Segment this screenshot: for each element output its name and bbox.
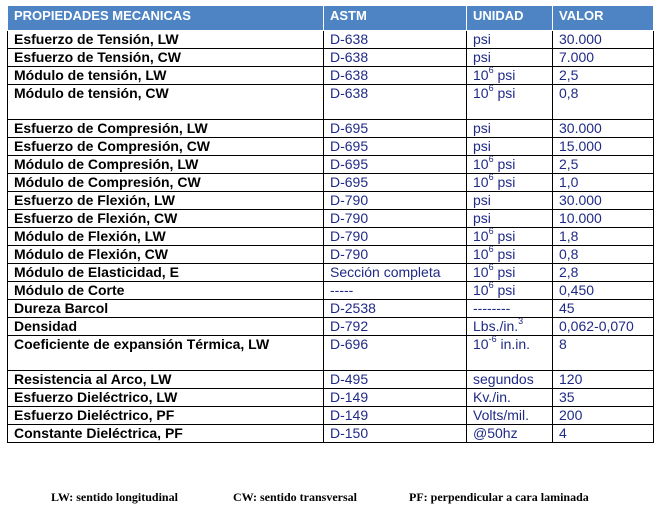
astm-code: D-695 xyxy=(324,156,467,174)
unit-base: 10 xyxy=(473,264,489,280)
property-name: Esfuerzo de Flexión, CW xyxy=(8,210,324,228)
property-value: 30.000 xyxy=(553,120,654,138)
unit-suffix: psi xyxy=(493,246,516,262)
header-value: VALOR xyxy=(553,6,654,31)
unit-cell xyxy=(467,300,553,318)
unit-cell xyxy=(467,49,553,67)
unit-exponent: 6 xyxy=(488,227,494,237)
property-name: Coeficiente de expansión Térmica, LW xyxy=(8,336,324,371)
property-name: Esfuerzo de Flexión, LW xyxy=(8,192,324,210)
unit-cell xyxy=(467,31,553,49)
footnote-lw: LW: sentido longitudinal xyxy=(51,490,178,504)
table-row xyxy=(8,300,654,318)
unit-base: psi xyxy=(473,138,491,154)
unit-cell xyxy=(467,120,553,138)
unit-cell xyxy=(467,192,553,210)
property-value: 2,5 xyxy=(553,67,654,85)
unit-base: psi xyxy=(473,49,491,65)
property-name: Resistencia al Arco, LW xyxy=(8,371,324,389)
table-row xyxy=(8,407,654,425)
astm-code: D-695 xyxy=(324,174,467,192)
unit-cell xyxy=(467,282,553,300)
unit-base: 10 xyxy=(473,228,489,244)
property-name: Densidad xyxy=(8,318,324,336)
unit-base: -------- xyxy=(473,300,511,316)
mechanical-properties-table xyxy=(7,5,654,443)
unit-base: psi xyxy=(473,120,491,136)
table-row xyxy=(8,31,654,49)
unit-suffix: in.in. xyxy=(496,336,531,352)
unit-cell xyxy=(467,85,553,120)
property-value: 0,450 xyxy=(553,282,654,300)
unit-cell xyxy=(467,425,553,443)
unit-suffix: psi xyxy=(493,85,516,101)
astm-code: D-2538 xyxy=(324,300,467,318)
property-name: Esfuerzo Dieléctrico, PF xyxy=(8,407,324,425)
header-astm: ASTM xyxy=(324,6,467,31)
table-row xyxy=(8,425,654,443)
table-row xyxy=(8,67,654,85)
unit-cell xyxy=(467,67,553,85)
property-value: 0,8 xyxy=(553,246,654,264)
unit-exponent: 6 xyxy=(488,263,494,273)
unit-cell xyxy=(467,228,553,246)
table-row xyxy=(8,49,654,67)
property-name: Módulo de tensión, CW xyxy=(8,85,324,120)
unit-exponent: 6 xyxy=(488,173,494,183)
property-value: 1,8 xyxy=(553,228,654,246)
unit-suffix: psi xyxy=(493,228,516,244)
unit-base: 10 xyxy=(473,156,489,172)
unit-base: 10 xyxy=(473,336,489,352)
unit-suffix: psi xyxy=(493,264,516,280)
property-name: Esfuerzo de Tensión, LW xyxy=(8,31,324,49)
property-name: Módulo de Flexión, CW xyxy=(8,246,324,264)
property-value: 1,0 xyxy=(553,174,654,192)
unit-cell xyxy=(467,156,553,174)
astm-code: D-790 xyxy=(324,192,467,210)
property-value: 15.000 xyxy=(553,138,654,156)
unit-exponent: 6 xyxy=(488,245,494,255)
unit-cell xyxy=(467,138,553,156)
property-name: Módulo de Flexión, LW xyxy=(8,228,324,246)
table-row xyxy=(8,85,654,120)
property-name: Constante Dieléctrica, PF xyxy=(8,425,324,443)
property-value: 7.000 xyxy=(553,49,654,67)
table-row xyxy=(8,138,654,156)
property-value: 35 xyxy=(553,389,654,407)
unit-exponent: -6 xyxy=(488,335,497,345)
astm-code: D-790 xyxy=(324,228,467,246)
property-name: Dureza Barcol xyxy=(8,300,324,318)
unit-cell xyxy=(467,389,553,407)
property-name: Módulo de Compresión, LW xyxy=(8,156,324,174)
header-unit: UNIDAD xyxy=(467,6,553,31)
property-value: 4 xyxy=(553,425,654,443)
astm-code: D-149 xyxy=(324,389,467,407)
table-row xyxy=(8,192,654,210)
header-properties: PROPIEDADES MECANICAS xyxy=(8,6,324,31)
unit-cell xyxy=(467,336,553,371)
astm-code: D-790 xyxy=(324,210,467,228)
property-value: 2,5 xyxy=(553,156,654,174)
property-name: Módulo de Elasticidad, E xyxy=(8,264,324,282)
unit-base: psi xyxy=(473,192,491,208)
table-row xyxy=(8,228,654,246)
table-row xyxy=(8,174,654,192)
property-value: 30.000 xyxy=(553,31,654,49)
astm-code: D-495 xyxy=(324,371,467,389)
unit-exponent: 6 xyxy=(488,281,494,291)
unit-base: 10 xyxy=(473,282,489,298)
astm-code: Sección completa xyxy=(324,264,467,282)
unit-base: Lbs./in. xyxy=(473,318,519,334)
unit-base: segundos xyxy=(473,371,534,387)
unit-exponent: 6 xyxy=(488,66,494,76)
unit-cell xyxy=(467,174,553,192)
table-row xyxy=(8,371,654,389)
table-row xyxy=(8,282,654,300)
property-value: 200 xyxy=(553,407,654,425)
property-value: 45 xyxy=(553,300,654,318)
unit-exponent: 3 xyxy=(518,317,524,327)
property-name: Módulo de Corte xyxy=(8,282,324,300)
unit-base: @50hz xyxy=(473,425,518,441)
unit-exponent: 6 xyxy=(488,155,494,165)
property-value: 0,8 xyxy=(553,85,654,120)
property-name: Módulo de tensión, LW xyxy=(8,67,324,85)
unit-cell xyxy=(467,407,553,425)
properties-table-wrapper xyxy=(7,5,653,443)
unit-cell xyxy=(467,210,553,228)
property-value: 30.000 xyxy=(553,192,654,210)
astm-code: D-638 xyxy=(324,49,467,67)
unit-suffix: psi xyxy=(493,282,516,298)
property-name: Esfuerzo de Compresión, CW xyxy=(8,138,324,156)
astm-code: ----- xyxy=(324,282,467,300)
table-row xyxy=(8,156,654,174)
unit-base: 10 xyxy=(473,246,489,262)
unit-base: psi xyxy=(473,31,491,47)
unit-base: 10 xyxy=(473,174,489,190)
unit-base: 10 xyxy=(473,67,489,83)
astm-code: D-638 xyxy=(324,67,467,85)
table-row xyxy=(8,210,654,228)
table-row xyxy=(8,336,654,371)
property-name: Esfuerzo Dieléctrico, LW xyxy=(8,389,324,407)
astm-code: D-695 xyxy=(324,138,467,156)
astm-code: D-790 xyxy=(324,246,467,264)
astm-code: D-638 xyxy=(324,31,467,49)
footnote-cw: CW: sentido transversal xyxy=(233,490,357,504)
astm-code: D-695 xyxy=(324,120,467,138)
unit-cell xyxy=(467,264,553,282)
property-value: 0,062-0,070 xyxy=(553,318,654,336)
unit-base: Volts/mil. xyxy=(473,407,530,423)
table-row xyxy=(8,389,654,407)
property-name: Esfuerzo de Tensión, CW xyxy=(8,49,324,67)
property-value: 2,8 xyxy=(553,264,654,282)
table-row xyxy=(8,246,654,264)
footnote-pf: PF: perpendicular a cara laminada xyxy=(409,490,589,504)
property-name: Esfuerzo de Compresión, LW xyxy=(8,120,324,138)
property-value: 8 xyxy=(553,336,654,371)
table-row xyxy=(8,120,654,138)
unit-base: psi xyxy=(473,210,491,226)
property-name: Módulo de Compresión, CW xyxy=(8,174,324,192)
unit-suffix: psi xyxy=(493,67,516,83)
unit-cell xyxy=(467,318,553,336)
unit-exponent: 6 xyxy=(488,84,494,94)
astm-code: D-150 xyxy=(324,425,467,443)
table-row xyxy=(8,264,654,282)
unit-cell xyxy=(467,371,553,389)
astm-code: D-149 xyxy=(324,407,467,425)
unit-cell xyxy=(467,246,553,264)
unit-suffix: psi xyxy=(493,174,516,190)
astm-code: D-696 xyxy=(324,336,467,371)
property-value: 120 xyxy=(553,371,654,389)
table-header-row xyxy=(8,6,654,31)
table-row xyxy=(8,318,654,336)
unit-base: 10 xyxy=(473,85,489,101)
astm-code: D-792 xyxy=(324,318,467,336)
property-value: 10.000 xyxy=(553,210,654,228)
table-body xyxy=(8,31,654,443)
unit-base: Kv./in. xyxy=(473,389,511,405)
unit-suffix: psi xyxy=(493,156,516,172)
astm-code: D-638 xyxy=(324,85,467,120)
